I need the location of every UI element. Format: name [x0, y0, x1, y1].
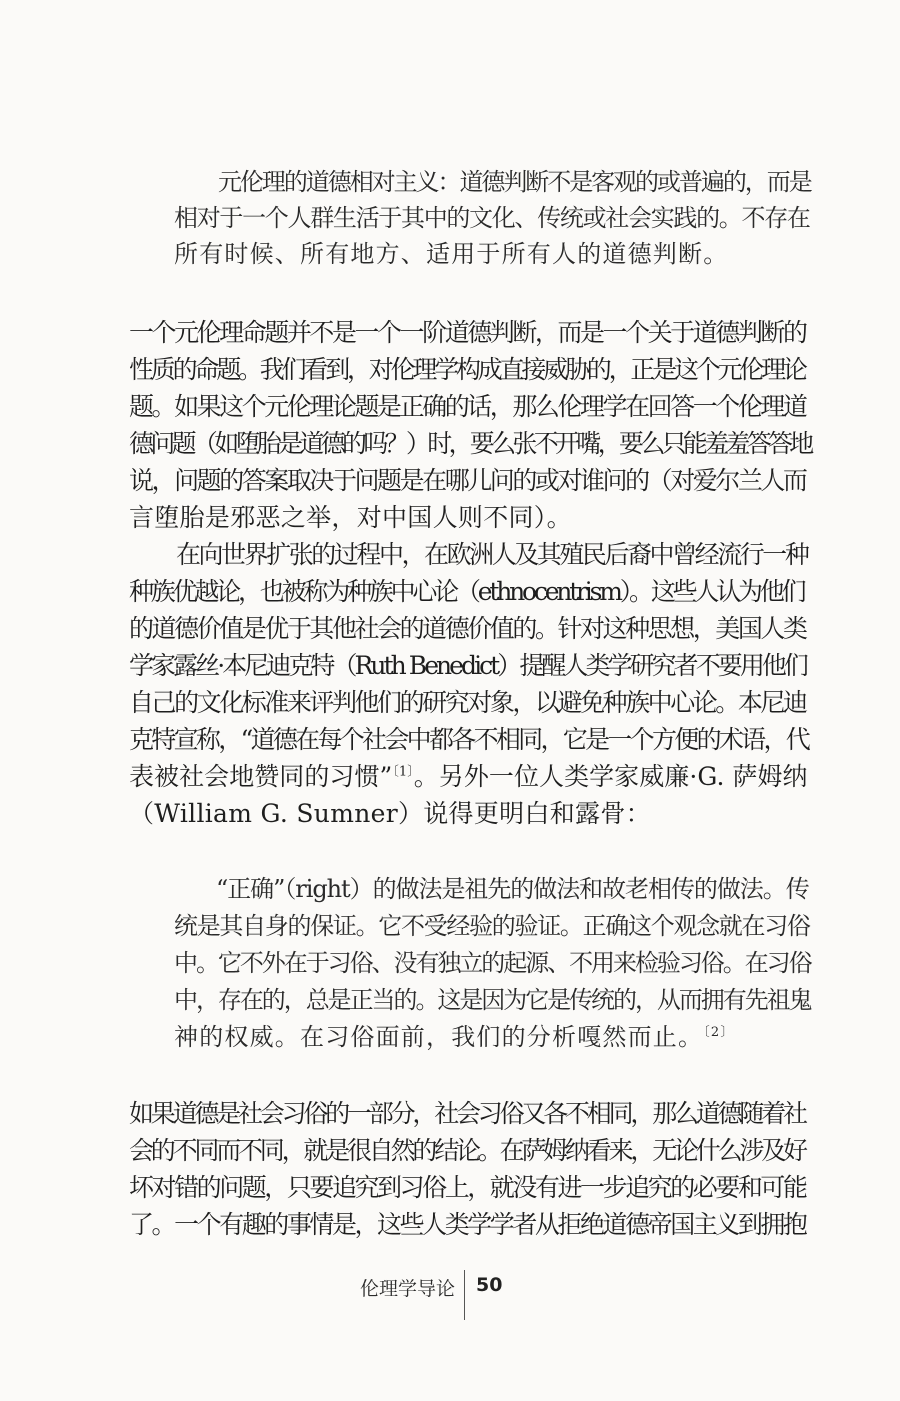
paragraph-3-line-3: 坏对错的问题，只要追究到习俗上，就没有进一步追究的必要和可能	[129, 1173, 806, 1202]
paragraph-3-line-2: 会的不同而不同，就是很自然的结论。在萨姆纳看来，无论什么涉及好	[129, 1136, 805, 1165]
quote-2-line-4: 中，存在的，总是正当的。这是因为它是传统的，从而拥有先祖鬼	[174, 986, 811, 1014]
quote-2-line-3: 中。它不外在于习俗、没有独立的起源、不用来检验习俗。在习俗	[174, 949, 811, 977]
paragraph-1-line-4: 德问题（如堕胎是道德的吗？）时，要么张不开嘴，要么只能羞羞答答地	[129, 429, 811, 458]
paragraph-2-line-5: 自己的文化标准来评判他们的研究对象，以避免种族中心论。本尼迪	[129, 688, 806, 717]
paragraph-3-line-1: 如果道德是社会习俗的一部分，社会习俗又各不相同，那么道德随着社	[129, 1099, 805, 1128]
quote-2-line-2: 统是其自身的保证。它不受经验的验证。正确这个观念就在习俗	[174, 912, 810, 940]
paragraph-2-line-6: 克特宣称，“道德在每个社会中都各不相同，它是一个方便的术语，代	[129, 725, 809, 754]
quote-2-line-5	[174, 1021, 735, 1053]
quote-1-line-1: 元伦理的道德相对主义：道德判断不是客观的或普遍的，而是	[218, 168, 811, 196]
footer-divider	[464, 1270, 465, 1320]
paragraph-2-line-3: 的道德价值是优于其他社会的道德价值的。针对这种思想，美国人类	[129, 614, 806, 643]
paragraph-1-line-5: 说，问题的答案取决于问题是在哪儿问的或对谁问的（对爱尔兰人而	[129, 466, 806, 495]
footnote-ref-1: 〔1〕	[392, 764, 414, 780]
paragraph-2-line-1: 在向世界扩张的过程中，在欧洲人及其殖民后裔中曾经流行一种	[176, 540, 808, 569]
paragraph-1-line-1: 一个元伦理命题并不是一个一阶道德判断，而是一个关于道德判断的	[129, 318, 806, 347]
paragraph-1-line-2: 性质的命题。我们看到，对伦理学构成直接威胁的，正是这个元伦理论	[129, 355, 805, 384]
page-number: 50	[476, 1274, 503, 1296]
paragraph-2-line-7	[129, 761, 808, 793]
paragraph-2-line-2: 种族优越论，也被称为种族中心论（ethnocentrism）。这些人认为他们	[129, 577, 804, 606]
paragraph-2-line-7-text-a: 表被社会地赞同的习惯”	[129, 762, 393, 791]
paragraph-2-line-7-text-b: 。另外一位人类学家威廉·G. 萨姆纳	[413, 762, 808, 791]
paragraph-1-line-6: 言堕胎是邪恶之举，对中国人则不同）。	[129, 503, 572, 532]
running-footer-title: 伦理学导论	[359, 1278, 455, 1300]
paragraph-2-line-8: （William G. Sumner）说得更明白和露骨：	[129, 799, 651, 828]
quote-2-line-1: “正确”（right）的做法是祖先的做法和故老相传的做法。传	[216, 875, 809, 903]
paragraph-1-line-3: 题。如果这个元伦理论题是正确的话，那么伦理学在回答一个伦理道	[129, 392, 806, 421]
paragraph-2-line-4: 学家露丝·本尼迪克特（Ruth Benedict）提醒人类学研究者不要用他们	[129, 651, 806, 680]
quote-1-line-3: 所有时候、所有地方、适用于所有人的道德判断。	[174, 240, 729, 268]
quote-2-line-5-text: 神的权威。在习俗面前，我们的分析嘎然而止。	[174, 1023, 704, 1051]
footnote-ref-2: 〔2〕	[703, 1025, 735, 1040]
paragraph-3-line-4: 了。一个有趣的事情是，这些人类学学者从拒绝道德帝国主义到拥抱	[129, 1210, 806, 1239]
quote-1-line-2: 相对于一个人群生活于其中的文化、传统或社会实践的。不存在	[174, 204, 810, 232]
